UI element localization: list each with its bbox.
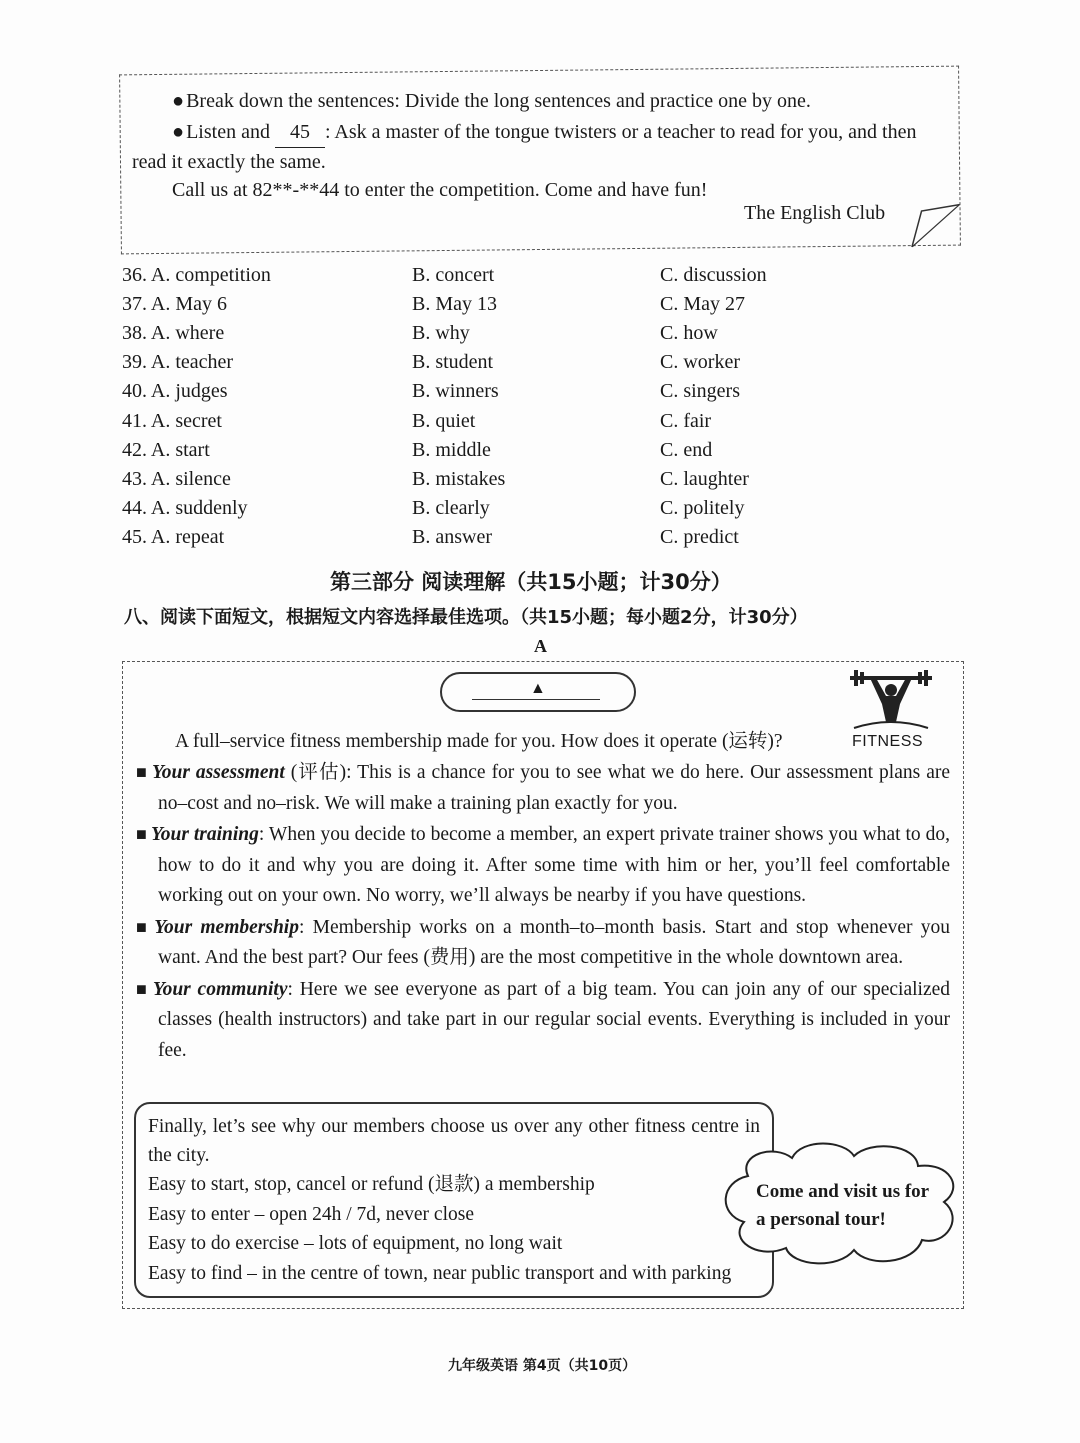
title-blank-line: [472, 699, 600, 700]
cloud-line-2: a personal tour!: [756, 1209, 886, 1230]
notice-bullet-2: ● Listen and 45 : Ask a master of the tongue twisters or a teacher to read for you, and then: [172, 117, 916, 148]
option-37-a: 37. A. May 6: [122, 293, 227, 316]
option-41-c: C. fair: [660, 409, 712, 432]
passage-label: A: [534, 636, 547, 656]
item-community: ■ Your community: Here we see everyone as part of a big team. You can join any of our specialized classes (health instructors) and take part in our regular social events. Everything is included in your fee.: [136, 974, 950, 1067]
option-40-b: B. winners: [412, 380, 499, 403]
option-39-c: C. worker: [660, 351, 740, 374]
option-38-a: 38. A. where: [122, 322, 225, 345]
ad-items: [136, 757, 950, 1066]
fitness-logo-text: FITNESS: [852, 733, 924, 750]
option-44-c: C. politely: [660, 496, 745, 519]
option-40-c: C. singers: [660, 380, 740, 403]
option-45-c: C. predict: [660, 525, 739, 548]
option-42-a: 42. A. start: [122, 438, 210, 461]
option-43-b: B. mistakes: [412, 467, 506, 490]
why-choose-content: [148, 1112, 760, 1288]
section-title: 第三部分 阅读理解（共15小题；计30分）: [330, 570, 732, 594]
page-fold-corner: [909, 203, 961, 248]
weightlifter-icon: [846, 670, 936, 730]
ad-intro: A full–service fitness membership made for you. How does it operate (运转)?: [175, 731, 783, 752]
option-42-b: B. middle: [412, 438, 491, 461]
cloud-line-1: Come and visit us for: [756, 1181, 930, 1202]
option-41-b: B. quiet: [412, 409, 476, 432]
why-intro: Finally, let’s see why our members choose us over any other fitness centre in the city.: [148, 1116, 760, 1166]
item-assessment: ■ Your assessment (评估): This is a chance for you to see what we do here. Our assessment plans are no–cost and no–risk. We will make a training plan exactly for you.: [136, 757, 950, 819]
why-item-1: Easy to start, stop, cancel or refund (退款) a membership: [148, 1174, 595, 1195]
item-membership: ■ Your membership: Membership works on a month–to–month basis. Start and stop whenever you want. And the best part? Our fees (费用) are the most competitive in the whole downtown area.: [136, 912, 950, 974]
option-43-c: C. laughter: [660, 467, 749, 490]
notice-bullet-2-cont: read it exactly the same.: [132, 151, 326, 173]
answer-blank-45: 45: [275, 117, 325, 148]
option-43-a: 43. A. silence: [122, 467, 231, 490]
option-37-c: C. May 27: [660, 293, 745, 316]
title-blank-pill: [440, 672, 636, 712]
option-44-b: B. clearly: [412, 496, 490, 519]
page-footer: 九年级英语 第4页（共10页）: [448, 1358, 637, 1374]
section-instruction: 八、阅读下面短文，根据短文内容选择最佳选项。（共15小题；每小题2分，计30分）: [124, 607, 808, 628]
option-36-a: 36. A. competition: [122, 264, 271, 286]
title-marker: ▲: [530, 680, 546, 697]
option-44-a: 44. A. suddenly: [122, 496, 248, 519]
option-36-c: C. discussion: [660, 264, 767, 286]
option-38-c: C. how: [660, 322, 718, 345]
option-45-b: B. answer: [412, 525, 492, 548]
option-39-b: B. student: [412, 351, 494, 374]
notice-bullet-1: ● Break down the sentences: Divide the long sentences and practice one by one.: [172, 86, 811, 116]
option-41-a: 41. A. secret: [122, 409, 222, 432]
option-42-c: C. end: [660, 438, 713, 461]
option-40-a: 40. A. judges: [122, 380, 228, 403]
notice-call: Call us at 82**-**44 to enter the competition. Come and have fun!: [172, 179, 708, 201]
option-36-b: B. concert: [412, 264, 495, 286]
option-39-a: 39. A. teacher: [122, 351, 234, 374]
why-item-4: Easy to find – in the centre of town, near public transport and with parking: [148, 1262, 732, 1284]
why-item-2: Easy to enter – open 24h / 7d, never close: [148, 1203, 474, 1225]
why-item-3: Easy to do exercise – lots of equipment, no long wait: [148, 1233, 563, 1254]
item-training: ■ Your training: When you decide to become a member, an expert private trainer shows you what to do, how to do it and why you are doing it. After some time with him or her, you’ll feel comfortable working out on your own. No worry, we’ll always be nearby if you have questions.: [136, 819, 950, 912]
option-45-a: 45. A. repeat: [122, 525, 225, 548]
notice-signature: The English Club: [744, 202, 886, 224]
option-37-b: B. May 13: [412, 293, 497, 316]
option-38-b: B. why: [412, 322, 470, 345]
